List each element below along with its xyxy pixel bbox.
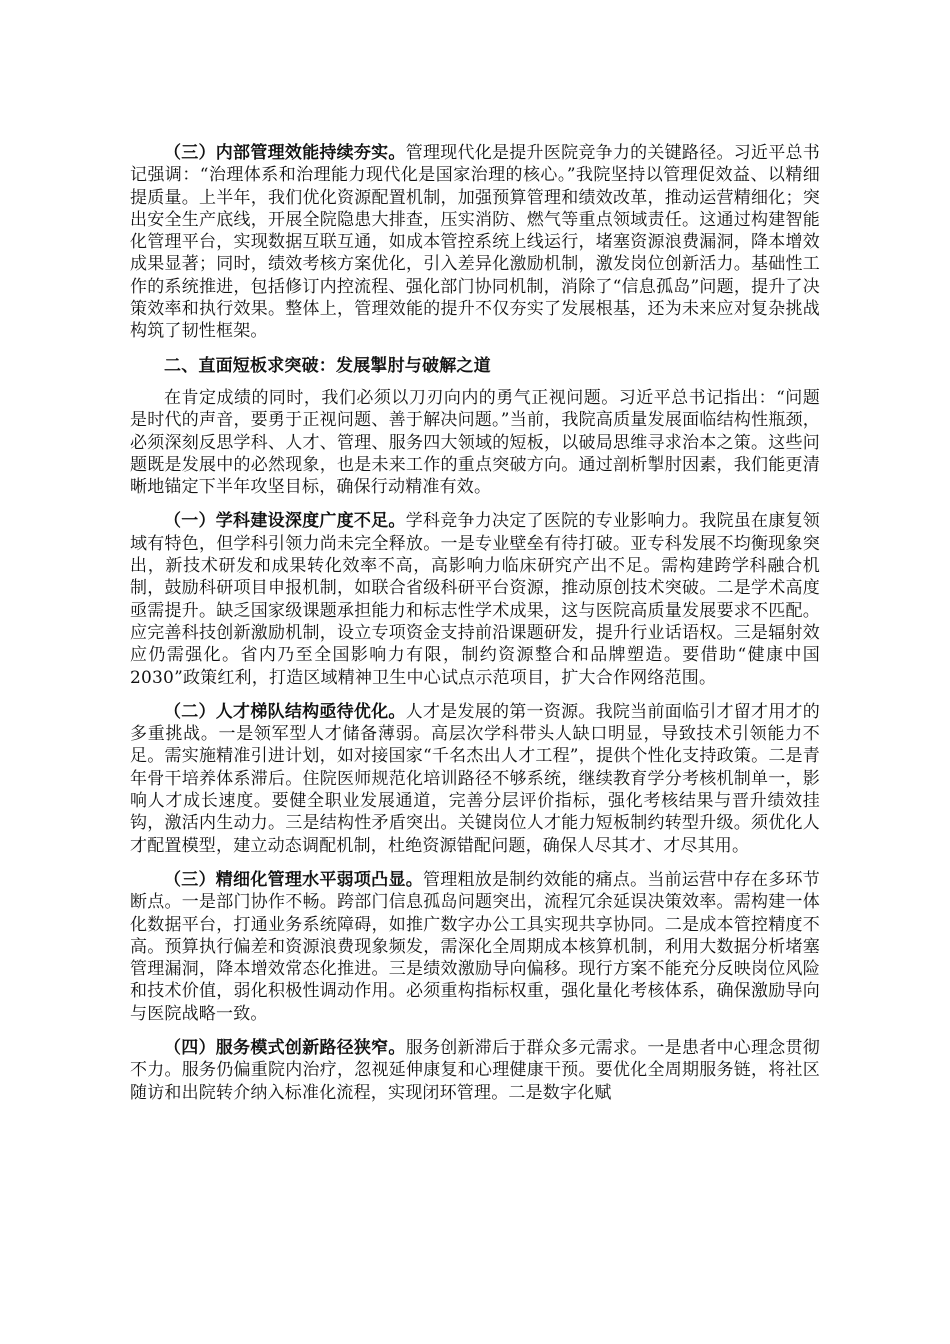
paragraph-discipline	[130, 510, 820, 688]
paragraph-body: 管理现代化是提升医院竞争力的关键路径。习近平总书记强调：“治理体系和治理能力现代化是国家治理的核心。”我院坚持以管理促效益、以精细提质量。上半年，我们优化资源配置机制，加强预算管理和绩效改革，推动运营精细化；突出安全生产底线，开展全院隐患大排查，压实消防、燃气等重点领域责任。这通过构建智能化管理平台，实现数据互联互通，如成本管控系统上线运行，堵塞资源浪费漏洞，降本增效成果显著；同时，绩效考核方案优化，引入差异化激励机制，激发岗位创新活力。基础性工作的系统推进，包括修订内控流程、强化部门协同机制，消除了“信息孤岛”问题，提升了决策效率和执行效果。整体上，管理效能的提升不仅夯实了发展根基，还为未来应对复杂挑战构筑了韧性框架。	[130, 143, 820, 342]
paragraph-body: 服务创新滞后于群众多元需求。一是患者中心理念贯彻不力。服务仍偏重院内治疗，忽视延伸康复和心理健康干预。要优化全周期服务链，将社区随访和出院转介纳入标准化流程，实现闭环管理。二是数字化赋	[130, 1037, 820, 1103]
paragraph-lead: （一）学科建设深度广度不足。	[164, 511, 406, 532]
paragraph-lead: （四）服务模式创新路径狭窄。	[164, 1037, 406, 1058]
paragraph-internal-management	[130, 142, 820, 343]
paragraph-lead: （二）人才梯队结构亟待优化。	[164, 701, 406, 722]
paragraph-body: 在肯定成绩的同时，我们必须以刀刃向内的勇气正视问题。习近平总书记指出：“问题是时代的声音，要勇于正视问题、善于解决问题。”当前，我院高质量发展面临结构性瓶颈，必须深刻反思学科、人才、管理、服务四大领域的短板，以破局思维寻求治本之策。这些问题既是发展中的必然现象，也是未来工作的重点突破方向。通过剖析掣肘因素，我们能更清晰地锚定下半年攻坚目标，确保行动精准有效。	[130, 387, 820, 498]
paragraph-lead: （三）内部管理效能持续夯实。	[164, 143, 406, 163]
paragraph-lead: （三）精细化管理水平弱项凸显。	[164, 869, 423, 890]
paragraph-talent	[130, 701, 820, 857]
paragraph-body: 学科竞争力决定了医院的专业影响力。我院虽在康复领域有特色，但学科引领力尚未完全释放。一是专业壁垒有待打破。亚专科发展不均衡现象突出，新技术研发和成果转化效率不高，高影响力临床研究产出不足。需构建跨学科融合机制，鼓励科研项目申报机制，如联合省级科研平台资源，推动原创技术突破。二是学术高度亟需提升。缺乏国家级课题承担能力和标志性学术成果，这与医院高质量发展要求不匹配。应完善科技创新激励机制，设立专项资金支持前沿课题研发，提升行业话语权。三是辐射效应仍需强化。省内乃至全国影响力有限，制约资源整合和品牌塑造。要借助“健康中国2030”政策红利，打造区域精神卫生中心试点示范项目，扩大合作网络范围。	[130, 511, 820, 688]
paragraph-body: 人才是发展的第一资源。我院当前面临引才留才用才的多重挑战。一是领军型人才储备薄弱。高层次学科带头人缺口明显，导致技术引领能力不足。需实施精准引进计划，如对接国家“千名杰出人才工程”，提供个性化支持政策。二是青年骨干培养体系滞后。住院医师规范化培训路径不够系统，继续教育学分考核机制单一，影响人才成长速度。要健全职业发展通道，完善分层评价指标，强化考核结果与晋升绩效挂钩，激活内生动力。三是结构性矛盾突出。关键岗位人才能力短板制约转型升级。须优化人才配置模型，建立动态调配机制，杜绝资源错配问题，确保人尽其才、才尽其用。	[130, 701, 820, 856]
section-heading: 二、直面短板求突破：发展掣肘与破解之道	[164, 355, 491, 376]
document-page	[130, 142, 820, 1116]
paragraph-body: 管理粗放是制约效能的痛点。当前运营中存在多环节断点。一是部门协作不畅。跨部门信息孤岛问题突出，流程冗余延误决策效率。需构建一体化数据平台，打通业务系统障碍，如推广数字办公工具实现共享协同。二是成本管控精度不高。预算执行偏差和资源浪费现象频发，需深化全周期成本核算机制，利用大数据分析堵塞管理漏洞，降本增效常态化推进。三是绩效激励导向偏移。现行方案不能充分反映岗位风险和技术价值，弱化积极性调动作用。必须重构指标权重，强化量化考核体系，确保激励导向与医院战略一致。	[130, 869, 820, 1024]
paragraph-service	[130, 1037, 820, 1104]
paragraph-intro-problems	[130, 387, 820, 498]
paragraph-management	[130, 869, 820, 1025]
